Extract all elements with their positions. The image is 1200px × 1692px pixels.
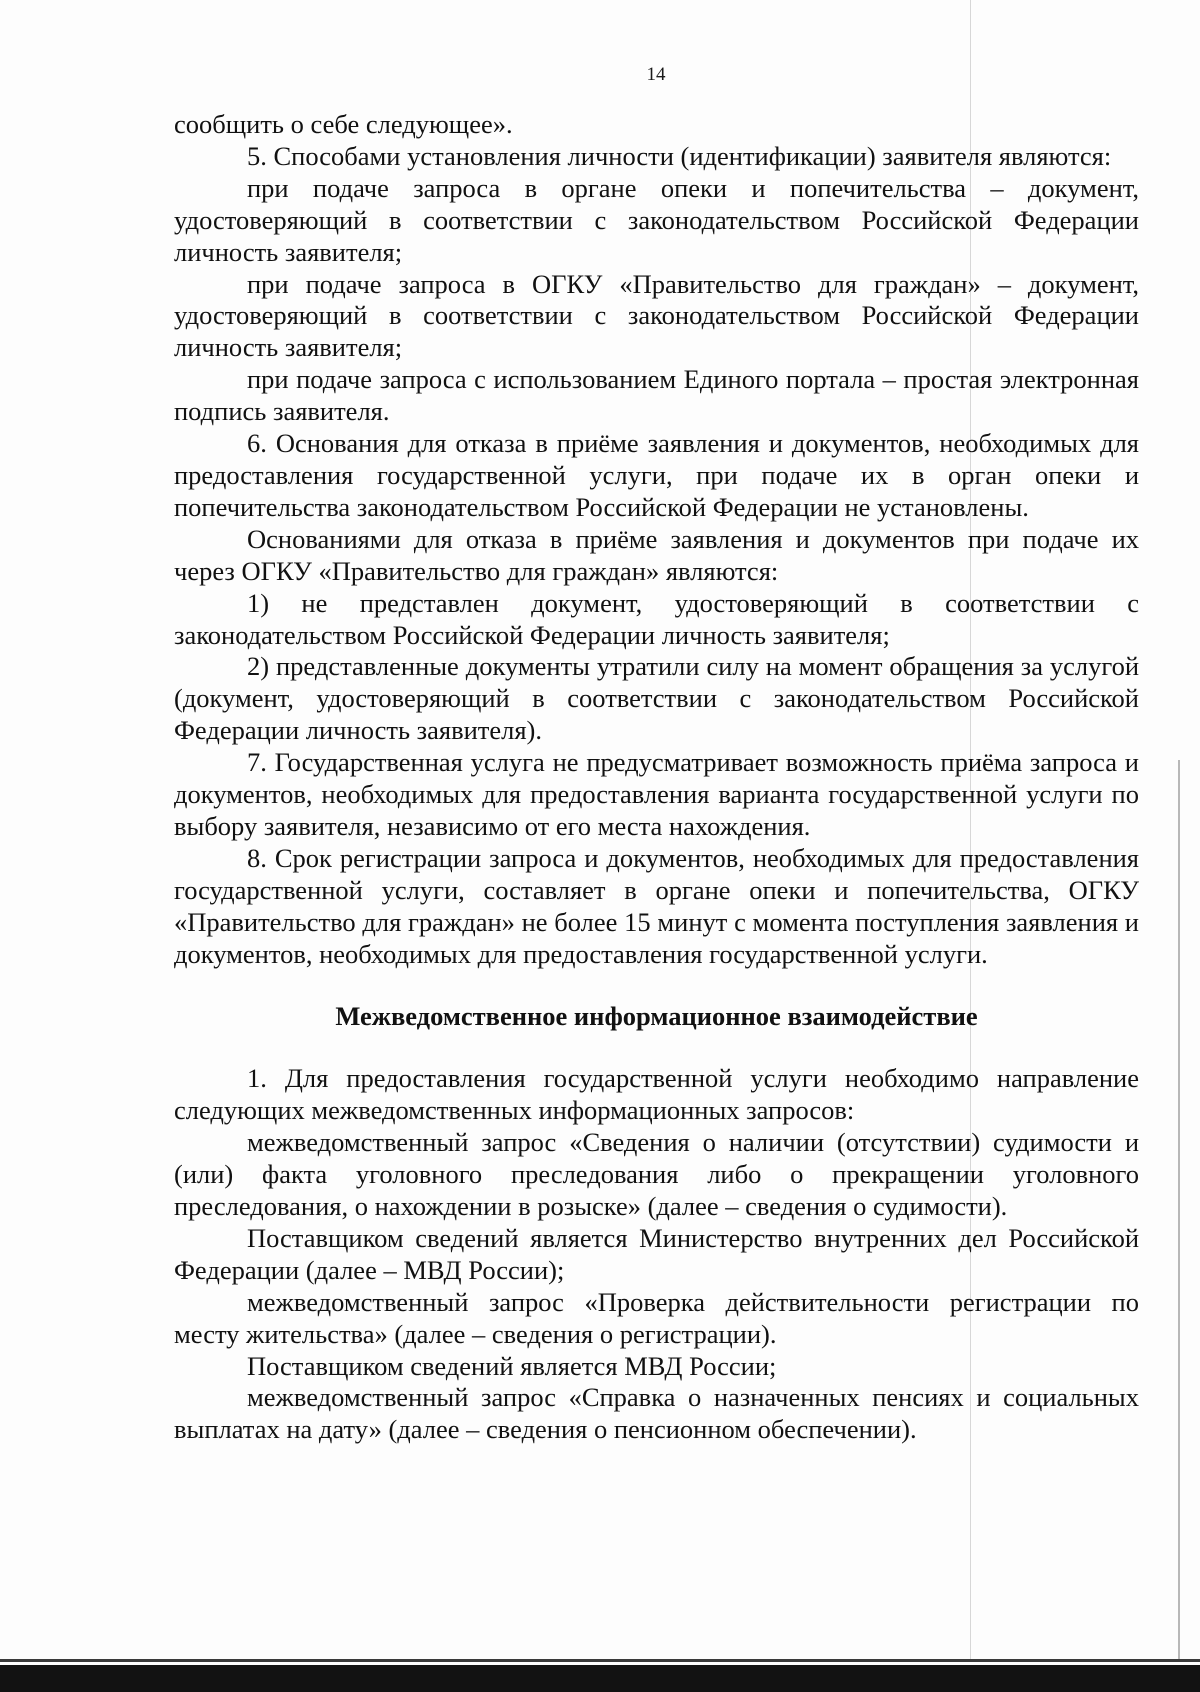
list-item: 2) представленные документы утратили силу на момент обращения за услугой (документ, удостоверяющий в соответствии с законодательством Российской Федерации личность заявителя). (174, 651, 1139, 746)
paragraph: 6. Основания для отказа в приёме заявления и документов, необходимых для предоставления государственной услуги, при подаче их в орган опеки и попечительства законодательством Российской Федерации не установлены. (174, 428, 1139, 522)
paragraph: 8. Срок регистрации запроса и документов, необходимых для предоставления государственной услуги, составляет в органе опеки и попечительства, ОГКУ «Правительство для граждан» не более 15 минут с момента поступления заявления и документов, необходимых для предоставления государственной услуги. (174, 842, 1139, 969)
paragraph: межведомственный запрос «Сведения о наличии (отсутствии) судимости и (или) факта уголовного преследования либо о прекращении уголовного преследования, о нахождении в розыске» (далее – сведения о судимости). (174, 1127, 1139, 1221)
paragraph: 1. Для предоставления государственной услуги необходимо направление следующих межведомственных информационных запросов: (174, 1063, 1139, 1126)
paragraph: сообщить о себе следующее». (174, 109, 513, 139)
paragraph: межведомственный запрос «Справка о назначенных пенсиях и социальных выплатах на дату» (далее – сведения о пенсионном обеспечении). (174, 1382, 1139, 1445)
paragraph: при подаче запроса с использованием Единого портала – простая электронная подпись заявителя. (174, 364, 1139, 427)
paragraph: 5. Способами установления личности (идентификации) заявителя являются: (247, 140, 1112, 171)
paragraph: Поставщиком сведений является МВД России; (247, 1350, 777, 1381)
page-number: 14 (646, 64, 666, 85)
list-item: 1) не представлен документ, удостоверяющий в соответствии с законодательством Российской Федерации личность заявителя; (174, 587, 1139, 650)
paragraph: Поставщиком сведений является Министерство внутренних дел Российской Федерации (далее – МВД России); (174, 1222, 1139, 1285)
paragraph: межведомственный запрос «Проверка действительности регистрации по месту жительства» (далее – сведения о регистрации). (174, 1286, 1139, 1349)
paragraph: Основаниями для отказа в приёме заявления и документов при подаче их через ОГКУ «Правительство для граждан» являются: (174, 523, 1139, 586)
section-heading: Межведомственное информационное взаимодействие (335, 1001, 978, 1032)
document-body (174, 109, 1139, 1446)
paragraph: 7. Государственная услуга не предусматривает возможность приёма запроса и документов, необходимых для предоставления варианта государственной услуги по выбору заявителя, независимо от его места нахождения. (174, 747, 1139, 841)
scan-bottom-border (0, 1665, 1200, 1692)
paragraph: при подаче запроса в органе опеки и попечительства – документ, удостоверяющий в соответствии с законодательством Российской Федерации личность заявителя; (174, 172, 1139, 267)
paragraph: при подаче запроса в ОГКУ «Правительство для граждан» – документ, удостоверяющий в соответствии с законодательством Российской Федерации личность заявителя; (174, 268, 1139, 363)
scan-artifact-line (1178, 760, 1180, 1660)
